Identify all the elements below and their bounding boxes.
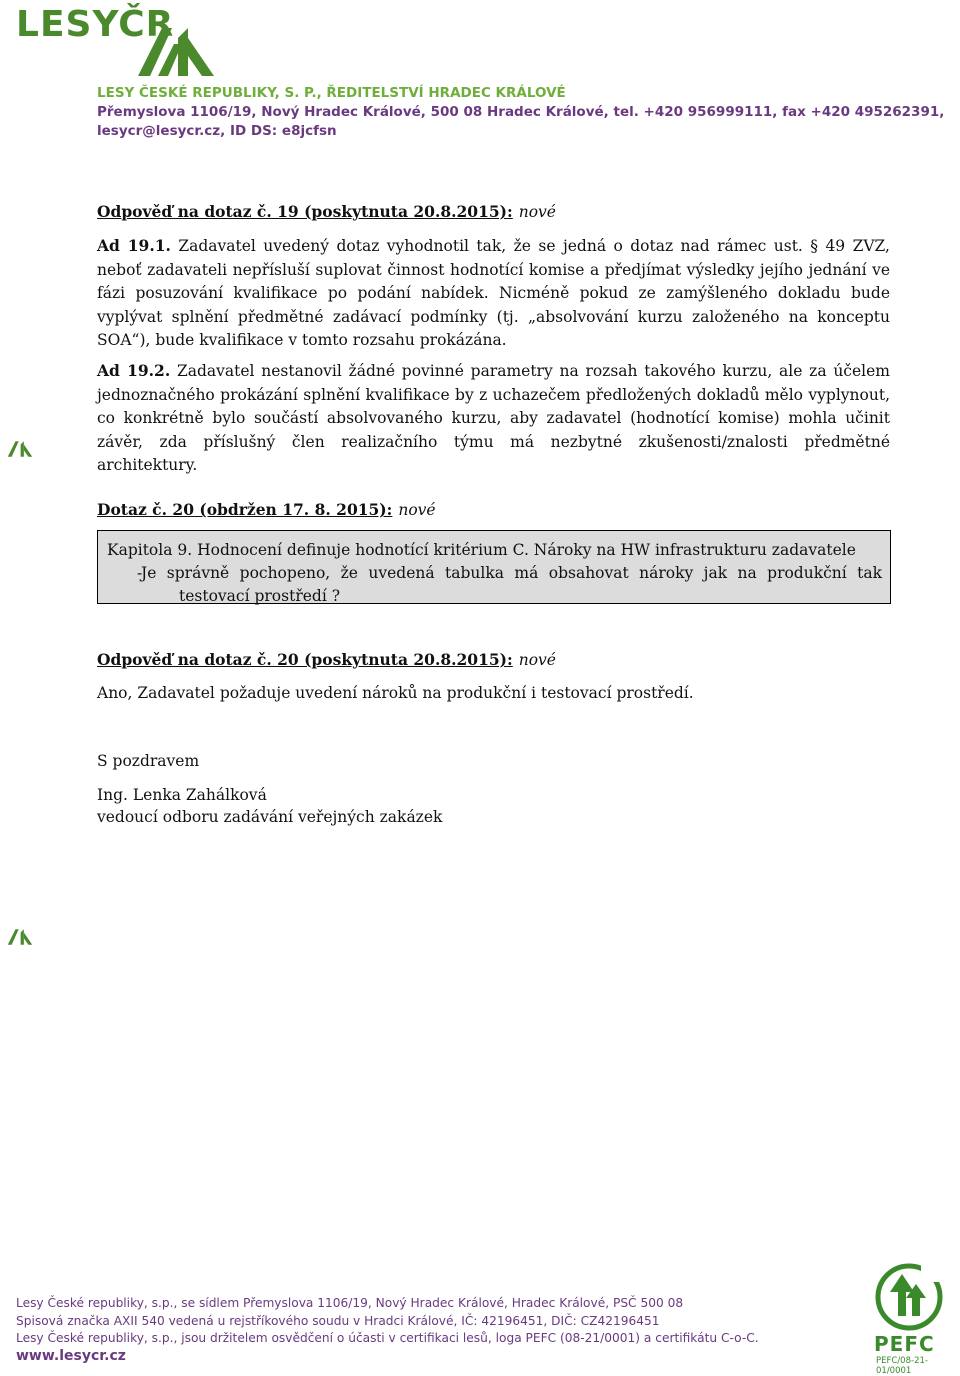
signer-role: vedoucí odboru zadávání veřejných zakázek bbox=[97, 808, 443, 826]
question-box bbox=[97, 530, 891, 604]
question-20-title: Dotaz č. 20 (obdržen 17. 8. 2015): bbox=[97, 500, 393, 519]
ad-text: Zadavatel nestanovil žádné povinné parametry na rozsah takového kurzu, ale za účelem jednoznačného prokázání splnění kvalifikace by z uchazečem předložených dokladů mělo vyplynout, co konkrétně bylo součástí absolvovaného kurzu, aby zadavatel (hodnotící komise) mohla učinit závěr, zda příslušný člen realizačního týmu má nezbytné zkušenosti/znalosti předmětné architektury. bbox=[97, 362, 890, 474]
pefc-code: PEFC/08-21-01/0001 bbox=[876, 1356, 928, 1376]
pefc-label: PEFC bbox=[874, 1332, 935, 1356]
ad-label: Ad 19.1. bbox=[97, 236, 171, 255]
footer-website: www.lesycr.cz bbox=[16, 1348, 126, 1364]
org-address: Přemyslova 1106/19, Nový Hradec Králové, 500 08 Hradec Králové, tel. +420 956999111, fax +420 495262391, bbox=[97, 104, 945, 120]
new-tag: nové bbox=[518, 203, 556, 221]
answer-19-title: Odpověď na dotaz č. 19 (poskytnuta 20.8.2015): bbox=[97, 202, 513, 221]
org-name: LESY ČESKÉ REPUBLIKY, S. P., ŘEDITELSTVÍ HRADEC KRÁLOVÉ bbox=[97, 85, 566, 101]
footer-line: Spisová značka AXII 540 vedená u rejstříkového soudu v Hradci Králové, IČ: 42196451, DIČ: CZ42196451 bbox=[16, 1314, 660, 1328]
answer-19-ad2 bbox=[97, 359, 890, 478]
lcr-logo-mark-icon bbox=[138, 24, 214, 80]
pefc-logo-icon bbox=[868, 1262, 950, 1332]
answer-19-ad1 bbox=[97, 234, 890, 353]
list-dash: - bbox=[137, 564, 143, 582]
new-tag: nové bbox=[398, 501, 436, 519]
answer-19-heading bbox=[97, 200, 890, 225]
question-box-line: Kapitola 9. Hodnocení definuje hodnotící kritérium C. Nároky na HW infrastrukturu zadavatele bbox=[107, 541, 856, 559]
lcr-logo-mark-icon bbox=[6, 928, 34, 946]
ad-text: Zadavatel uvedený dotaz vyhodnotil tak, že se jedná o dotaz nad rámec ust. § 49 ZVZ, neboť zadavateli nepřísluší suplovat činnost hodnotící komise a předjímat výsledky jejího jednání ve fázi posuzování kvalifikace po podání nabídek. Nicméně pokud ze zamýšleného dokladu bude vyplývat splnění předmětné zadávací podmínky (tj. „absolvování kurzu založeného na konceptu SOA“), bude kvalifikace v tomto rozsahu prokázána. bbox=[97, 237, 890, 349]
question-20-heading bbox=[97, 498, 890, 523]
list-item-text: Je správně pochopeno, že uvedená tabulka má obsahovat nároky jak na produkční tak testovací prostředí ? bbox=[141, 564, 882, 605]
answer-20-title: Odpověď na dotaz č. 20 (poskytnuta 20.8.2015): bbox=[97, 650, 513, 669]
list-item bbox=[107, 562, 882, 608]
lcr-logo-mark-icon bbox=[6, 440, 34, 458]
answer-20-text: Ano, Zadavatel požaduje uvedení nároků na produkční i testovací prostředí. bbox=[97, 684, 694, 702]
answer-20-heading bbox=[97, 648, 890, 673]
new-tag: nové bbox=[518, 651, 556, 669]
logo-text: LESYČR bbox=[16, 4, 175, 45]
org-contact: lesycr@lesycr.cz, ID DS: e8jcfsn bbox=[97, 123, 337, 139]
greeting: S pozdravem bbox=[97, 752, 200, 770]
signer-name: Ing. Lenka Zahálková bbox=[97, 786, 267, 804]
footer-line: Lesy České republiky, s.p., se sídlem Přemyslova 1106/19, Nový Hradec Králové, Hradec Králové, PSČ 500 08 bbox=[16, 1296, 684, 1310]
ad-label: Ad 19.2. bbox=[97, 361, 171, 380]
footer-line: Lesy České republiky, s.p., jsou držitelem osvědčení o účasti v certifikaci lesů, loga PEFC (08-21/0001) a certifikátu C-o-C. bbox=[16, 1331, 759, 1345]
